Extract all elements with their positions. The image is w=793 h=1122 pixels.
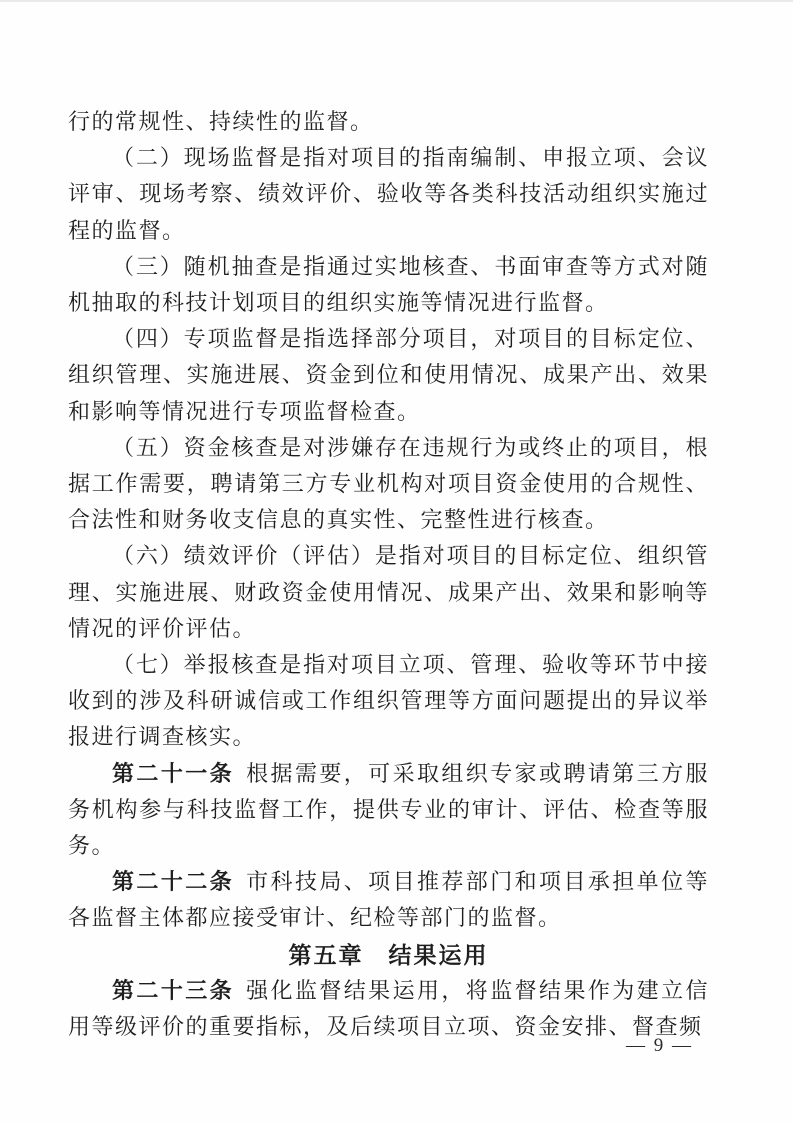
article-text: 根据需要，可采取组织专家或聘请第三方服务机构参与科技监督工作，提供专业的审计、评估、检查等服务。 — [68, 760, 709, 859]
article-number: 第二十一条 — [112, 760, 235, 786]
paragraph: 行的常规性、持续性的监督。 — [68, 109, 374, 134]
paragraph: （七）举报核查是指对项目立项、管理、验收等环节中接收到的涉及科研诚信或工作组织管理等方面问题提出的异议举报进行调查核实。 — [68, 652, 709, 750]
paragraph: （六）绩效评价（评估）是指对项目的目标定位、组织管理、实施进展、财政资金使用情况、成果产出、效果和影响等情况的评价评估。 — [68, 543, 709, 641]
article-number: 第二十三条 — [112, 977, 235, 1003]
article-text: 市科技局、项目推荐部门和项目承担单位等各监督主体都应接受审计、纪检等部门的监督。 — [68, 869, 709, 931]
paragraph: （五）资金核查是对涉嫌存在违规行为或终止的项目，根据工作需要，聘请第三方专业机构对项目资金使用的合规性、合法性和财务收支信息的真实性、完整性进行核查。 — [68, 434, 709, 533]
paragraph: （二）现场监督是指对项目的指南编制、申报立项、会议评审、现场考察、绩效评价、验收等各类科技活动组织实施过程的监督。 — [68, 145, 709, 243]
article-paragraph — [68, 973, 709, 1045]
article-text: 强化监督结果运用，将监督结果作为建立信用等级评价的重要指标，及后续项目立项、资金安排、督查频 — [68, 977, 709, 1040]
paragraph: （三）随机抽查是指通过实地核查、书面审查等方式对随机抽取的科技计划项目的组织实施等情况进行监督。 — [68, 253, 709, 316]
article-paragraph — [68, 756, 709, 865]
scan-edge-artifact — [0, 0, 793, 2]
chapter-heading: 第五章 结果运用 — [288, 941, 489, 968]
document-body — [68, 104, 709, 1045]
paragraph: （四）专项监督是指选择部分项目，对项目的目标定位、组织管理、实施进展、资金到位和使用情况、成果产出、效果和影响等情况进行专项监督检查。 — [68, 326, 709, 424]
article-number: 第二十二条 — [112, 869, 235, 895]
page-number: — 9 — — [626, 1035, 693, 1056]
article-paragraph — [68, 864, 709, 936]
